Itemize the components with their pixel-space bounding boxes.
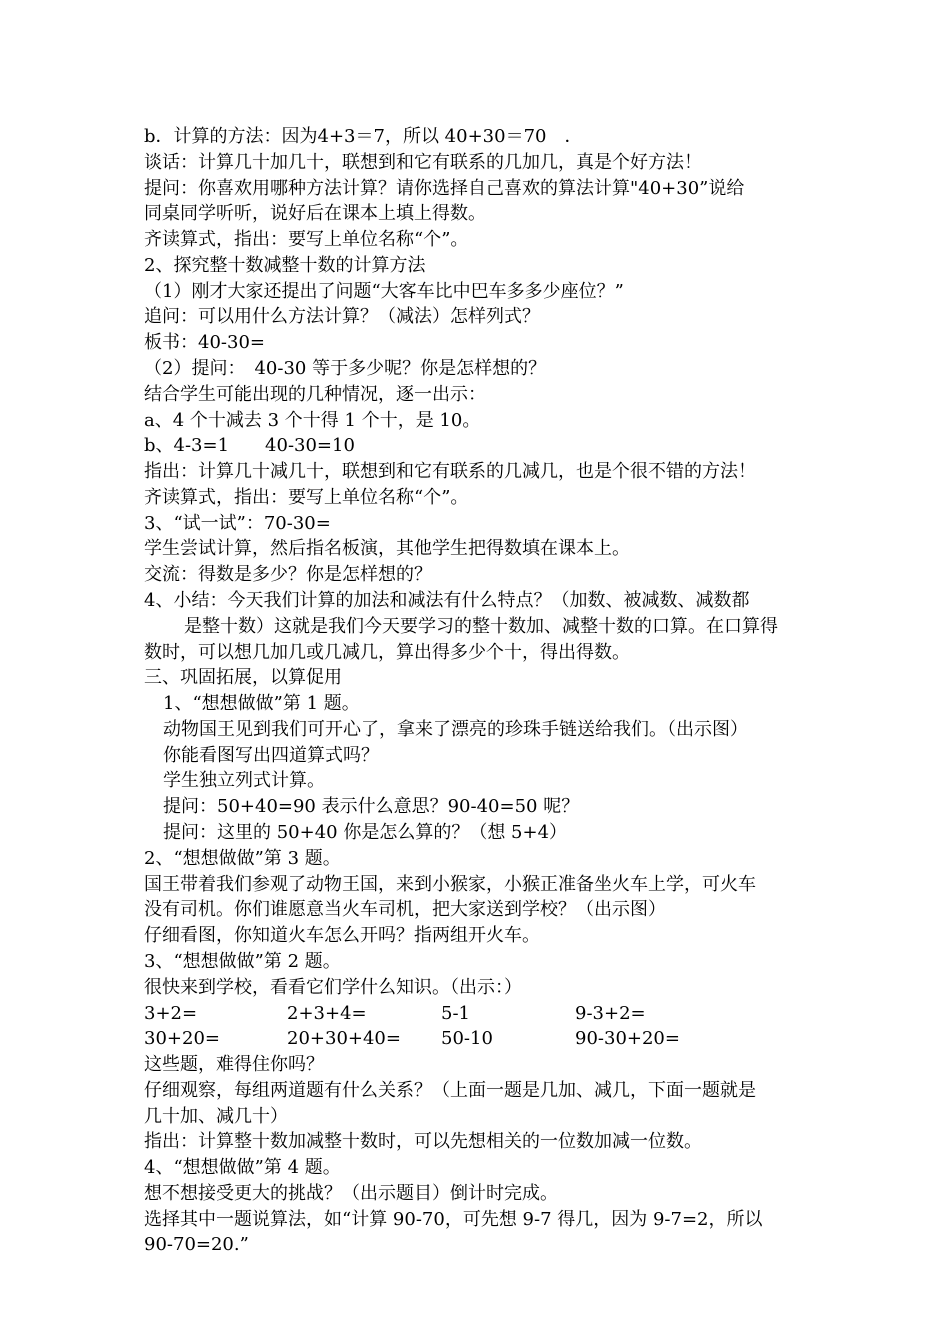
text-line: 提问：50+40=90 表示什么意思？90-40=50 呢？	[163, 796, 580, 817]
exercise-item: 20+30+40=	[287, 1028, 401, 1049]
exercise-item: 2+3+4=	[287, 1003, 367, 1024]
text-line: 国王带着我们参观了动物王国，来到小猴家，小猴正准备坐火车上学，可火车	[144, 874, 756, 895]
text-line: （2）提问： 40-30 等于多少呢？你是怎样想的？	[144, 358, 547, 379]
section-heading: 3、“试一试”：70-30=	[144, 513, 331, 534]
text-line: 没有司机。你们谁愿意当火车司机，把大家送到学校？（出示图）	[144, 899, 666, 920]
text-line: 几十加、减几十）	[144, 1106, 288, 1127]
text-line: 提问：这里的 50+40 你是怎么算的？（想 5+4）	[163, 822, 568, 843]
text-line: b．计算的方法：因为4+3＝7，所以 40+30＝70 ．	[144, 126, 583, 147]
text-line: b、4-3=1 40-30=10	[144, 435, 355, 456]
section-heading: 三、巩固拓展，以算促用	[144, 667, 342, 688]
text-line: 动物国王见到我们可开心了，拿来了漂亮的珍珠手链送给我们。（出示图）	[163, 719, 748, 740]
text-line: 齐读算式，指出：要写上单位名称“个”。	[144, 229, 469, 250]
exercise-item: 3+2=	[144, 1003, 198, 1024]
section-heading: 4、小结：今天我们计算的加法和减法有什么特点？（加数、被减数、减数都	[144, 590, 750, 611]
text-line: 指出：计算整十数加减整十数时，可以先想相关的一位数加减一位数。	[144, 1131, 702, 1152]
text-line: 90-70=20.”	[144, 1234, 249, 1255]
text-line: 齐读算式，指出：要写上单位名称“个”。	[144, 487, 469, 508]
section-heading: 2、探究整十数减整十数的计算方法	[144, 255, 426, 276]
text-line: 数时，可以想几加几或几减几，算出得多少个十，得出得数。	[144, 642, 630, 663]
text-line: 学生尝试计算，然后指名板演，其他学生把得数填在课本上。	[144, 538, 630, 559]
exercise-item: 30+20=	[144, 1028, 220, 1049]
text-line: 谈话：计算几十加几十，联想到和它有联系的几加几，真是个好方法！	[144, 152, 702, 173]
text-line: 追问：可以用什么方法计算？（减法）怎样列式？	[144, 306, 540, 327]
text-line: 提问：你喜欢用哪种方法计算？请你选择自己喜欢的算法计算"40+30”说给	[144, 178, 745, 199]
text-line: （1）刚才大家还提出了问题“大客车比中巴车多多少座位？”	[144, 281, 624, 302]
exercise-item: 9-3+2=	[575, 1003, 646, 1024]
section-heading: 2、“想想做做”第 3 题。	[144, 848, 341, 869]
text-line: 学生独立列式计算。	[163, 770, 325, 791]
text-line: 你能看图写出四道算式吗？	[163, 745, 379, 766]
section-heading: 4、“想想做做”第 4 题。	[144, 1157, 341, 1178]
exercise-item: 90-30+20=	[575, 1028, 680, 1049]
text-line: 板书：40-30=	[144, 332, 265, 353]
text-line: 1、“想想做做”第 1 题。	[163, 693, 360, 714]
text-line: a、4 个十减去 3 个十得 1 个十，是 10。	[144, 410, 481, 431]
text-line: 同桌同学听听，说好后在课本上填上得数。	[144, 203, 486, 224]
text-line: 是整十数）这就是我们今天要学习的整十数加、减整十数的口算。在口算得	[184, 616, 778, 637]
text-line: 想不想接受更大的挑战？（出示题目）倒计时完成。	[144, 1183, 558, 1204]
text-line: 选择其中一题说算法，如“计算 90-70，可先想 9-7 得几，因为 9-7=2，所以	[144, 1209, 763, 1230]
text-line: 交流：得数是多少？你是怎样想的？	[144, 564, 432, 585]
text-line: 结合学生可能出现的几种情况，逐一出示：	[144, 384, 486, 405]
exercise-item: 50-10	[441, 1028, 493, 1049]
section-heading: 3、“想想做做”第 2 题。	[144, 951, 341, 972]
text-line: 指出：计算几十减几十，联想到和它有联系的几减几，也是个很不错的方法！	[144, 461, 756, 482]
text-line: 仔细观察，每组两道题有什么关系？（上面一题是几加、减几，下面一题就是	[144, 1080, 756, 1101]
exercise-item: 5-1	[441, 1003, 470, 1024]
text-line: 这些题，难得住你吗？	[144, 1054, 324, 1075]
text-line: 仔细看图，你知道火车怎么开吗？指两组开火车。	[144, 925, 540, 946]
text-line: 很快来到学校，看看它们学什么知识。（出示：）	[144, 977, 522, 998]
